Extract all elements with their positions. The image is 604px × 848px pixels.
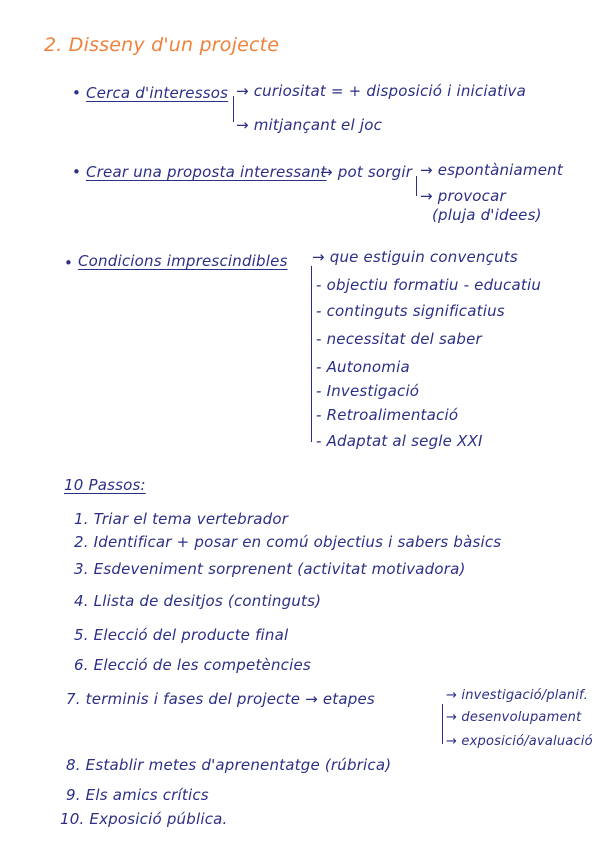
step-item: 6. Elecció de les competències bbox=[74, 656, 311, 674]
section-heading: Condicions imprescindibles bbox=[78, 252, 288, 270]
branch-item: → mitjançant el joc bbox=[236, 116, 383, 134]
condition-item: - Adaptat al segle XXI bbox=[316, 432, 483, 450]
steps-heading: 10 Passos: bbox=[64, 476, 146, 494]
branch-item: → curiositat = + disposició i iniciativa bbox=[236, 82, 527, 100]
step-item: 8. Establir metes d'aprenentatge (rúbrica) bbox=[66, 756, 392, 774]
section-heading: Crear una proposta interessant bbox=[86, 163, 327, 181]
branch-line bbox=[442, 704, 443, 744]
bullet: • bbox=[64, 254, 74, 272]
step-item: 5. Elecció del producte final bbox=[74, 626, 289, 644]
branch-line bbox=[311, 266, 312, 442]
condition-item: - Autonomia bbox=[316, 358, 410, 376]
branch-item: → espontàniament bbox=[420, 161, 563, 179]
step-item: 9. Els amics crítics bbox=[66, 786, 209, 804]
branch-item: (pluja d'idees) bbox=[432, 206, 542, 224]
step-item: 4. Llista de desitjos (continguts) bbox=[74, 592, 322, 610]
condition-item: - objectiu formatiu - educatiu bbox=[316, 276, 542, 294]
etapa-item: → exposició/avaluació bbox=[446, 734, 593, 749]
step-item: 2. Identificar + posar en comú objectius i sabers bàsics bbox=[74, 533, 502, 551]
condition-item: - Investigació bbox=[316, 382, 420, 400]
etapa-item: → desenvolupament bbox=[446, 710, 582, 725]
step-item: 1. Triar el tema vertebrador bbox=[74, 510, 289, 528]
bullet: • bbox=[72, 84, 82, 102]
condition-item: - necessitat del saber bbox=[316, 330, 482, 348]
step-item: 10. Exposició pública. bbox=[60, 810, 228, 828]
branch-item: → provocar bbox=[420, 187, 506, 205]
condition-item: → que estiguin convençuts bbox=[312, 248, 518, 266]
page-title: 2. Disseny d'un projecte bbox=[44, 34, 280, 56]
bullet: • bbox=[72, 163, 82, 181]
step-item: 7. terminis i fases del projecte → etapes bbox=[66, 690, 375, 708]
branch-line bbox=[233, 96, 234, 122]
section-heading: Cerca d'interessos bbox=[86, 84, 229, 102]
branch-line bbox=[416, 176, 417, 196]
condition-item: - Retroalimentació bbox=[316, 406, 459, 424]
condition-item: - continguts significatius bbox=[316, 302, 505, 320]
branch-item: → pot sorgir bbox=[320, 163, 413, 181]
step-item: 3. Esdeveniment sorprenent (activitat motivadora) bbox=[74, 560, 466, 578]
etapa-item: → investigació/planif. bbox=[446, 688, 588, 703]
